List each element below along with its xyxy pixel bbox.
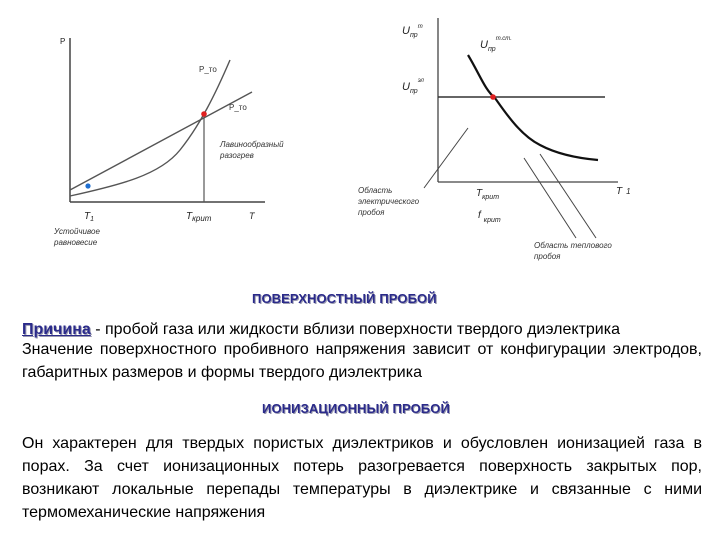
- thermal-voltage-label: $U_{пр}^{т.ст.}$: [480, 36, 512, 53]
- tcrit-label: $T_{крит}$: [476, 188, 500, 201]
- y-axis-label: $U_{пр}^т$: [402, 24, 423, 39]
- cause-text: - пробой газа или жидкости вблизи поверхности твердого диэлектрика: [90, 321, 620, 338]
- y-axis-label: P: [60, 37, 66, 46]
- electric-region-label: Область электрического пробоя: [358, 186, 420, 217]
- stable-equilibrium-point: [85, 183, 90, 188]
- fcrit-label: f $_{крит}$: [478, 210, 501, 224]
- thermal-region-label: Область теплового пробоя: [534, 241, 612, 261]
- curve-label-top: P_то: [199, 65, 217, 74]
- breakdown-voltage-diagram: [340, 0, 710, 275]
- electric-voltage-label: $U_{пр}^{эл}$: [402, 78, 424, 95]
- surface-voltage-text: Значение поверхностного пробивного напряжения зависит от конфигурации электродов, габаритных размеров и формы твердого диэлектрика: [22, 341, 702, 381]
- avalanche-heating-label: Лавинообразный разогрев: [220, 140, 284, 160]
- surface-breakdown-heading: ПОВЕРХНОСТНЫЙ ПРОБОЙ: [252, 291, 437, 306]
- cause-label: Причина: [22, 321, 91, 338]
- heat-release-curve: [70, 60, 230, 196]
- tcrit-label: $T_{крит}$: [186, 211, 212, 223]
- critical-point: [201, 111, 207, 117]
- curve-label-bottom: P_то: [229, 103, 247, 112]
- ionization-breakdown-heading: ИОНИЗАЦИОННЫЙ ПРОБОЙ: [262, 401, 450, 416]
- x-axis-label: T: [249, 211, 255, 221]
- breakdown-voltage-curve: [468, 55, 598, 160]
- thermal-region-pointer-2: [524, 158, 576, 238]
- x-axis-label: T 1: [616, 186, 631, 197]
- critical-point: [490, 94, 496, 100]
- stable-equilibrium-label: Устойчивое равновесие: [54, 227, 100, 247]
- t1-label: $T_1$: [84, 211, 95, 223]
- ionization-breakdown-text: Он характерен для твердых пористых диэлектриков и обусловлен ионизацией газа в порах. За счет ионизационных потерь разогревается поверхность закрытых пор, возникают локальные перепады температуры в диэлектрике и связанные с ними термомеханические напряжения: [22, 435, 702, 521]
- heat-balance-diagram: [0, 0, 360, 275]
- electric-region-pointer: [424, 128, 468, 188]
